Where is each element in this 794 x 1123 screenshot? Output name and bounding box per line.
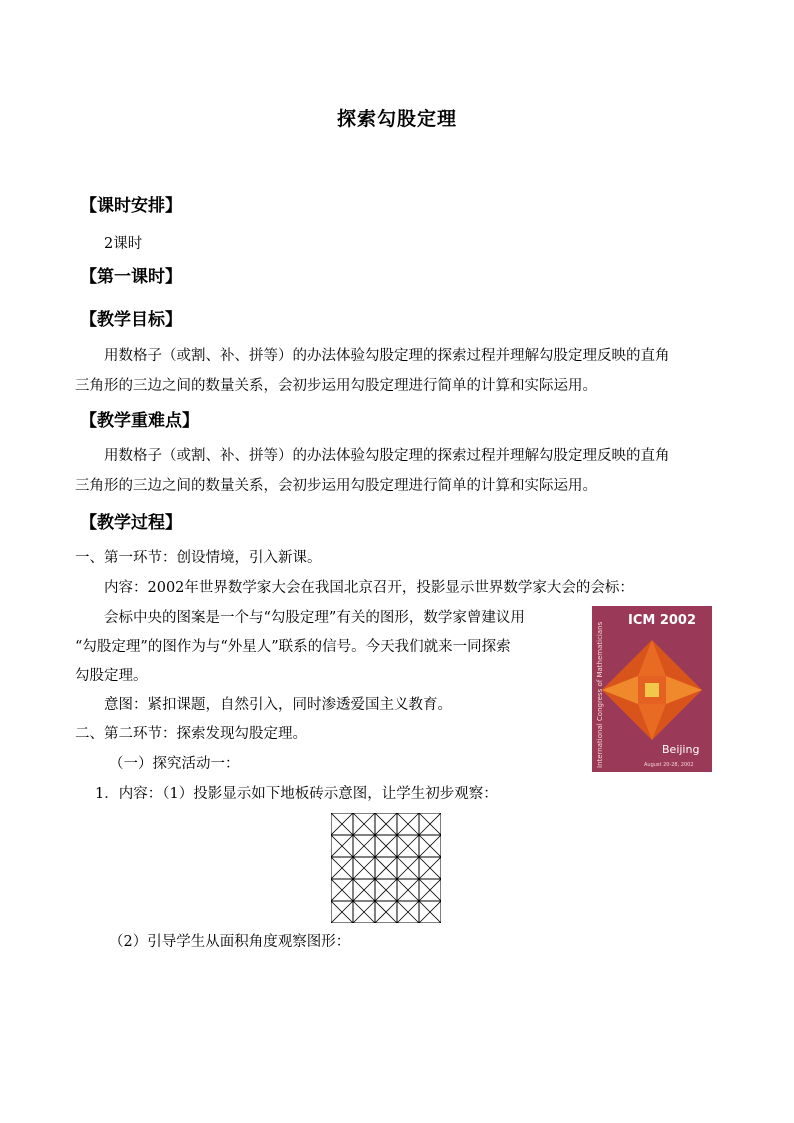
document-title: 探索勾股定理: [336, 108, 457, 130]
tile-cell: [353, 901, 375, 923]
key-points-line-2: 三角形的三边之间的数量关系，会初步运用勾股定理进行简单的计算和实际运用。: [75, 478, 597, 494]
tile-cell: [419, 813, 441, 835]
floor-tile-grid: [331, 813, 441, 923]
tile-cell: [419, 857, 441, 879]
step1-paragraph-line-3: 勾股定理。: [75, 668, 148, 684]
goals-heading: 【教学目标】: [80, 310, 182, 330]
icm-2002-logo-image: [592, 606, 712, 772]
goals-line-1: 用数格子（或割、补、拼等）的办法体验勾股定理的探索过程并理解勾股定理反映的直角: [104, 348, 670, 364]
logo-top-text: ICM 2002: [628, 613, 697, 628]
logo-date-text: August 20-28, 2002: [644, 762, 694, 768]
tile-cell: [353, 835, 375, 857]
step1-intent: 意图：紧扣课题，自然引入，同时渗透爱国主义教育。: [104, 697, 452, 713]
tile-cell: [331, 879, 353, 901]
tile-cell: [419, 879, 441, 901]
tile-cell: [397, 813, 419, 835]
step2-title: 二、第二环节：探索发现勾股定理。: [75, 726, 307, 742]
logo-side-text: International Congress of Mathematicians: [596, 621, 604, 768]
activity1-label: （一）探究活动一：: [109, 756, 240, 772]
goals-line-2: 三角形的三边之间的数量关系，会初步运用勾股定理进行简单的计算和实际运用。: [75, 378, 597, 394]
tile-cell: [397, 879, 419, 901]
tile-cell: [353, 857, 375, 879]
tile-cell: [397, 901, 419, 923]
tile-cell: [419, 835, 441, 857]
item1-content: 1．内容：（1）投影显示如下地板砖示意图，让学生初步观察：: [95, 786, 498, 802]
tile-cell: [331, 901, 353, 923]
step1-paragraph-line-1: 会标中央的图案是一个与“勾股定理”有关的图形，数学家曾建议用: [104, 610, 525, 626]
process-heading: 【教学过程】: [80, 513, 182, 533]
tile-cell: [331, 857, 353, 879]
tile-cell: [331, 835, 353, 857]
tile-cell: [397, 857, 419, 879]
tile-cell: [353, 813, 375, 835]
key-points-heading: 【教学重难点】: [80, 411, 199, 431]
tile-cell: [375, 857, 397, 879]
schedule-heading: 【课时安排】: [80, 196, 182, 216]
item2-content: （2）引导学生从面积角度观察图形：: [109, 934, 351, 950]
tile-cell: [331, 813, 353, 835]
tile-cell: [419, 901, 441, 923]
tile-cell: [375, 901, 397, 923]
tile-cell: [375, 813, 397, 835]
step1-paragraph-line-2: “勾股定理”的图作为与“外星人”联系的信号。今天我们就来一同探索: [75, 639, 511, 655]
schedule-value: 2课时: [104, 236, 143, 252]
key-points-line-1: 用数格子（或割、补、拼等）的办法体验勾股定理的探索过程并理解勾股定理反映的直角: [104, 448, 670, 464]
tile-cell: [353, 879, 375, 901]
tile-cell: [375, 879, 397, 901]
step1-title: 一、第一环节：创设情境，引入新课。: [75, 550, 322, 566]
logo-center-square: [645, 683, 659, 697]
first-lesson-heading: 【第一课时】: [80, 267, 182, 287]
tile-cell: [375, 835, 397, 857]
tile-cell: [397, 835, 419, 857]
logo-city-text: Beijing: [662, 743, 700, 756]
step1-content: 内容：2002年世界数学家大会在我国北京召开，投影显示世界数学家大会的会标：: [104, 580, 634, 596]
